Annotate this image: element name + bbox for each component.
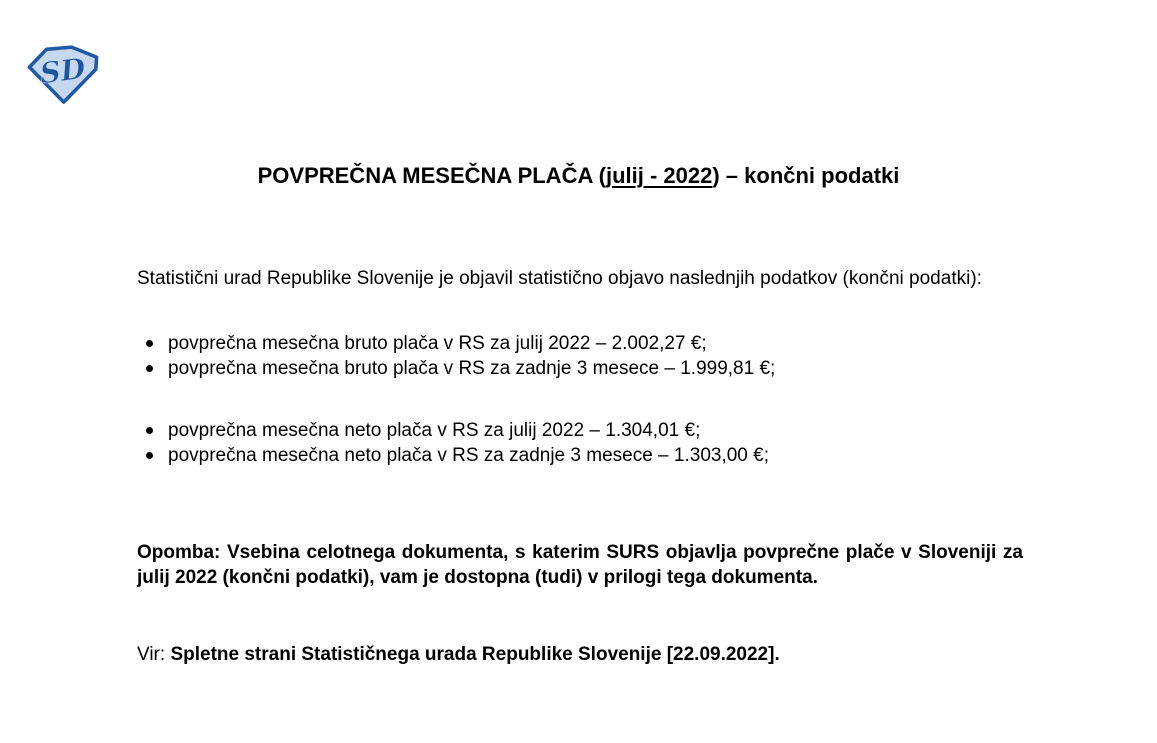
- title-prefix: POVPREČNA MESEČNA PLAČA (: [257, 163, 606, 188]
- intro-paragraph: Statistični urad Republike Slovenije je objavil statistično objavo naslednjih podatkov (končni podatki):: [137, 268, 982, 289]
- list-item-bruto-julij: povprečna mesečna bruto plača v RS za julij 2022 – 2.002,27 €;: [137, 331, 1023, 356]
- title-underlined-date: julij - 2022: [605, 163, 713, 188]
- source-text: Spletne strani Statističnega urada Republike Slovenije [22.09.2022].: [170, 644, 780, 665]
- document-title: [0, 162, 1157, 190]
- note-paragraph: Opomba: Vsebina celotnega dokumenta, s katerim SURS objavlja povprečne plače v Sloveniji za julij 2022 (končni podatki), vam je dostopna (tudi) v prilogi tega dokumenta.: [137, 542, 1023, 588]
- list-item-neto-julij: povprečna mesečna neto plača v RS za julij 2022 – 1.304,01 €;: [137, 418, 1023, 443]
- list-item-bruto-3-mesece: povprečna mesečna bruto plača v RS za zadnje 3 mesece – 1.999,81 €;: [137, 356, 1023, 381]
- source-label: Vir:: [137, 644, 166, 665]
- title-suffix: ) – končni podatki: [712, 163, 900, 188]
- list-item-neto-3-mesece: povprečna mesečna neto plača v RS za zadnje 3 mesece – 1.303,00 €;: [137, 443, 1023, 468]
- bruto-salary-list: [137, 331, 1023, 381]
- source-line: [137, 642, 1023, 667]
- sd-diamond-logo: [27, 45, 99, 105]
- logo-letters: SD: [38, 51, 88, 91]
- neto-salary-list: [137, 418, 1023, 468]
